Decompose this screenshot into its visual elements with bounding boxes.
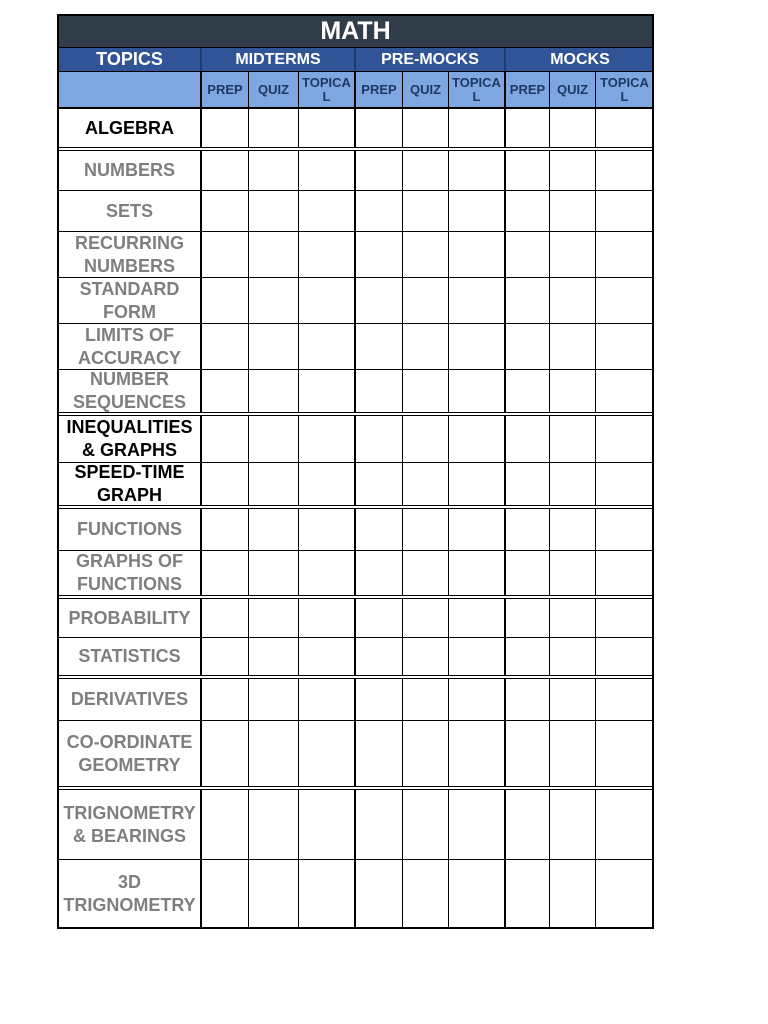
- score-cell[interactable]: [506, 278, 550, 323]
- score-cell[interactable]: [403, 679, 449, 720]
- table-row: [59, 509, 652, 551]
- score-cell[interactable]: [249, 324, 299, 369]
- score-cell[interactable]: [506, 599, 550, 637]
- score-cell[interactable]: [356, 790, 403, 859]
- topic-cell: [59, 721, 202, 786]
- score-cell[interactable]: [299, 638, 356, 675]
- score-cell[interactable]: [202, 551, 249, 595]
- score-cell[interactable]: [202, 191, 249, 231]
- table-row: [59, 638, 652, 679]
- subheader-text: PREP: [361, 81, 397, 97]
- score-cell[interactable]: [449, 599, 506, 637]
- score-cell[interactable]: [550, 509, 596, 550]
- topic-label: STATISTICS: [78, 646, 181, 666]
- score-cell[interactable]: [299, 509, 356, 550]
- subheader-text: PREP: [207, 81, 243, 97]
- topic-label: SETS: [105, 200, 153, 221]
- score-cell[interactable]: [403, 151, 449, 190]
- score-cell[interactable]: [403, 278, 449, 323]
- score-cell[interactable]: [506, 721, 550, 786]
- score-cell[interactable]: [596, 416, 653, 462]
- score-cell[interactable]: [449, 463, 506, 505]
- score-cell[interactable]: [249, 109, 299, 147]
- topic-label: TRIGNOMETRY & BEARINGS: [63, 802, 196, 846]
- group-header-text: MOCKS: [550, 50, 610, 68]
- topic-cell: [59, 191, 202, 231]
- score-cell[interactable]: [596, 191, 653, 231]
- score-cell[interactable]: [550, 679, 596, 720]
- score-cell[interactable]: [356, 191, 403, 231]
- score-cell[interactable]: [449, 232, 506, 277]
- score-cell[interactable]: [403, 790, 449, 859]
- score-cell[interactable]: [506, 191, 550, 231]
- subheader-prep: [356, 72, 403, 107]
- topic-cell: [59, 324, 202, 369]
- score-cell[interactable]: [506, 551, 550, 595]
- table-row: [59, 370, 652, 416]
- score-cell[interactable]: [403, 232, 449, 277]
- score-cell[interactable]: [299, 551, 356, 595]
- score-cell[interactable]: [449, 324, 506, 369]
- subheader-topical: [596, 72, 653, 107]
- topic-label: SPEED-TIME GRAPH: [74, 462, 185, 505]
- score-cell[interactable]: [249, 509, 299, 550]
- score-cell[interactable]: [596, 151, 653, 190]
- score-cell[interactable]: [596, 324, 653, 369]
- score-cell[interactable]: [202, 370, 249, 412]
- score-cell[interactable]: [403, 370, 449, 412]
- score-cell[interactable]: [506, 416, 550, 462]
- topic-label: INEQUALITIES & GRAPHS: [66, 417, 193, 460]
- table-row: [59, 416, 652, 463]
- subheader-row: [59, 72, 652, 109]
- subheader-topical: [299, 72, 356, 107]
- score-cell[interactable]: [356, 599, 403, 637]
- score-cell[interactable]: [403, 551, 449, 595]
- topic-label: DERIVATIVES: [70, 689, 189, 709]
- topic-cell: [59, 151, 202, 190]
- score-cell[interactable]: [506, 509, 550, 550]
- subheader-quiz: [249, 72, 299, 107]
- score-cell[interactable]: [249, 679, 299, 720]
- score-cell[interactable]: [506, 679, 550, 720]
- score-cell[interactable]: [449, 679, 506, 720]
- score-cell[interactable]: [249, 638, 299, 675]
- score-cell[interactable]: [202, 324, 249, 369]
- score-cell[interactable]: [506, 790, 550, 859]
- topic-label: LIMITS OF ACCURACY: [78, 324, 181, 368]
- topic-cell: [59, 638, 202, 675]
- score-cell[interactable]: [506, 638, 550, 675]
- score-cell[interactable]: [449, 370, 506, 412]
- score-cell[interactable]: [356, 278, 403, 323]
- score-cell[interactable]: [202, 721, 249, 786]
- score-cell[interactable]: [249, 232, 299, 277]
- score-cell[interactable]: [356, 416, 403, 462]
- score-cell[interactable]: [550, 370, 596, 412]
- score-cell[interactable]: [550, 463, 596, 505]
- score-cell[interactable]: [449, 790, 506, 859]
- score-cell[interactable]: [403, 860, 449, 927]
- table-row: [59, 463, 652, 509]
- score-cell[interactable]: [356, 721, 403, 786]
- score-cell[interactable]: [449, 551, 506, 595]
- score-cell[interactable]: [299, 191, 356, 231]
- score-cell[interactable]: [202, 679, 249, 720]
- score-cell[interactable]: [550, 324, 596, 369]
- score-cell[interactable]: [356, 324, 403, 369]
- score-cell[interactable]: [356, 860, 403, 927]
- score-cell[interactable]: [550, 416, 596, 462]
- score-cell[interactable]: [249, 278, 299, 323]
- score-cell[interactable]: [356, 509, 403, 550]
- score-cell[interactable]: [596, 599, 653, 637]
- score-cell[interactable]: [550, 638, 596, 675]
- score-cell[interactable]: [249, 860, 299, 927]
- topic-cell: [59, 679, 202, 720]
- table-row: [59, 790, 652, 860]
- score-cell[interactable]: [596, 551, 653, 595]
- table-row: [59, 679, 652, 721]
- table-row: [59, 232, 652, 278]
- score-cell[interactable]: [202, 109, 249, 147]
- topic-rows: [59, 109, 652, 927]
- score-cell[interactable]: [550, 551, 596, 595]
- score-cell[interactable]: [596, 370, 653, 412]
- topics-header: [59, 48, 202, 71]
- score-cell[interactable]: [299, 463, 356, 505]
- score-cell[interactable]: [356, 679, 403, 720]
- score-cell[interactable]: [596, 463, 653, 505]
- group-header-text: PRE-MOCKS: [381, 50, 479, 68]
- score-cell[interactable]: [249, 191, 299, 231]
- subheader-topical: [449, 72, 506, 107]
- group-header-row: [59, 48, 652, 72]
- score-cell[interactable]: [356, 232, 403, 277]
- score-cell[interactable]: [449, 416, 506, 462]
- topic-cell: [59, 370, 202, 412]
- group-header-mocks: [506, 48, 654, 71]
- subheader-text: QUIZ: [409, 81, 442, 97]
- score-cell[interactable]: [403, 463, 449, 505]
- score-cell[interactable]: [249, 370, 299, 412]
- score-cell[interactable]: [356, 638, 403, 675]
- topic-label: ALGEBRA: [85, 117, 174, 138]
- score-cell[interactable]: [506, 463, 550, 505]
- table-title-text: MATH: [320, 17, 391, 45]
- score-cell[interactable]: [449, 721, 506, 786]
- subheader-text: QUIZ: [556, 81, 589, 97]
- score-cell[interactable]: [356, 551, 403, 595]
- score-cell[interactable]: [550, 191, 596, 231]
- score-cell[interactable]: [202, 638, 249, 675]
- score-cell[interactable]: [356, 370, 403, 412]
- score-cell[interactable]: [403, 599, 449, 637]
- topic-label: NUMBERS: [83, 160, 175, 180]
- score-cell[interactable]: [596, 790, 653, 859]
- score-cell[interactable]: [506, 324, 550, 369]
- score-cell[interactable]: [506, 370, 550, 412]
- topic-label: PROBABILITY: [68, 607, 191, 628]
- score-cell[interactable]: [299, 232, 356, 277]
- score-cell[interactable]: [249, 790, 299, 859]
- score-cell[interactable]: [202, 278, 249, 323]
- topic-cell: [59, 416, 202, 462]
- subheader-topic-blank: [59, 72, 202, 107]
- table-row: [59, 324, 652, 370]
- subheader-quiz: [550, 72, 596, 107]
- score-cell[interactable]: [596, 721, 653, 786]
- topic-label: 3D TRIGNOMETRY: [63, 871, 196, 915]
- score-cell[interactable]: [449, 151, 506, 190]
- score-cell[interactable]: [299, 416, 356, 462]
- group-header-text: MIDTERMS: [235, 50, 321, 68]
- topic-label: NUMBER SEQUENCES: [72, 369, 187, 412]
- score-cell[interactable]: [550, 599, 596, 637]
- score-cell[interactable]: [202, 416, 249, 462]
- subheader-text: QUIZ: [257, 81, 290, 97]
- score-cell[interactable]: [596, 109, 653, 147]
- table-row: [59, 860, 652, 927]
- score-cell[interactable]: [249, 551, 299, 595]
- score-cell[interactable]: [299, 278, 356, 323]
- score-cell[interactable]: [403, 191, 449, 231]
- score-cell[interactable]: [596, 509, 653, 550]
- score-cell[interactable]: [596, 860, 653, 927]
- score-cell[interactable]: [550, 790, 596, 859]
- score-cell[interactable]: [202, 151, 249, 190]
- score-cell[interactable]: [506, 232, 550, 277]
- score-cell[interactable]: [249, 416, 299, 462]
- score-cell[interactable]: [356, 151, 403, 190]
- table-row: [59, 599, 652, 638]
- score-cell[interactable]: [202, 232, 249, 277]
- topic-cell: [59, 551, 202, 595]
- score-cell[interactable]: [299, 109, 356, 147]
- score-cell[interactable]: [202, 509, 249, 550]
- score-cell[interactable]: [550, 721, 596, 786]
- subheader-text: TOPICAL: [600, 74, 649, 104]
- score-cell[interactable]: [299, 721, 356, 786]
- topic-cell: [59, 278, 202, 323]
- score-cell[interactable]: [506, 109, 550, 147]
- score-cell[interactable]: [596, 278, 653, 323]
- score-cell[interactable]: [299, 790, 356, 859]
- score-cell[interactable]: [249, 151, 299, 190]
- score-cell[interactable]: [403, 109, 449, 147]
- score-cell[interactable]: [550, 278, 596, 323]
- table-title: [59, 16, 652, 48]
- math-tracker-table: [57, 14, 654, 929]
- topic-cell: [59, 599, 202, 637]
- topic-label: CO-ORDINATE GEOMETRY: [66, 731, 193, 775]
- score-cell[interactable]: [449, 191, 506, 231]
- score-cell[interactable]: [596, 232, 653, 277]
- score-cell[interactable]: [249, 463, 299, 505]
- score-cell[interactable]: [299, 599, 356, 637]
- group-header-pre-mocks: [356, 48, 506, 71]
- table-row: [59, 151, 652, 191]
- score-cell[interactable]: [550, 151, 596, 190]
- score-cell[interactable]: [550, 109, 596, 147]
- topic-cell: [59, 509, 202, 550]
- score-cell[interactable]: [299, 679, 356, 720]
- table-row: [59, 551, 652, 599]
- table-row: [59, 109, 652, 151]
- topic-label: RECURRING NUMBERS: [74, 232, 184, 276]
- score-cell[interactable]: [299, 860, 356, 927]
- score-cell[interactable]: [403, 416, 449, 462]
- topics-header-text: TOPICS: [96, 49, 163, 69]
- score-cell[interactable]: [403, 638, 449, 675]
- score-cell[interactable]: [299, 370, 356, 412]
- table-row: [59, 278, 652, 324]
- score-cell[interactable]: [449, 860, 506, 927]
- score-cell[interactable]: [449, 638, 506, 675]
- subheader-prep: [506, 72, 550, 107]
- table-row: [59, 191, 652, 232]
- topic-label: FUNCTIONS: [77, 519, 182, 539]
- score-cell[interactable]: [202, 790, 249, 859]
- score-cell[interactable]: [356, 463, 403, 505]
- topic-label: GRAPHS OF FUNCTIONS: [75, 551, 183, 594]
- score-cell[interactable]: [403, 509, 449, 550]
- subheader-quiz: [403, 72, 449, 107]
- group-header-midterms: [202, 48, 356, 71]
- score-cell[interactable]: [506, 860, 550, 927]
- score-cell[interactable]: [506, 151, 550, 190]
- topic-cell: [59, 232, 202, 277]
- topic-cell: [59, 463, 202, 505]
- subheader-text: TOPICAL: [302, 74, 351, 104]
- score-cell[interactable]: [202, 599, 249, 637]
- topic-label: STANDARD FORM: [79, 278, 180, 322]
- score-cell[interactable]: [449, 278, 506, 323]
- topic-cell: [59, 860, 202, 927]
- score-cell[interactable]: [249, 721, 299, 786]
- score-cell[interactable]: [596, 679, 653, 720]
- topic-cell: [59, 109, 202, 147]
- score-cell[interactable]: [403, 324, 449, 369]
- subheader-text: PREP: [509, 81, 546, 97]
- score-cell[interactable]: [596, 638, 653, 675]
- subheader-text: TOPICAL: [452, 74, 501, 104]
- score-cell[interactable]: [202, 463, 249, 505]
- score-cell[interactable]: [249, 599, 299, 637]
- score-cell[interactable]: [550, 860, 596, 927]
- score-cell[interactable]: [550, 232, 596, 277]
- score-cell[interactable]: [403, 721, 449, 786]
- score-cell[interactable]: [299, 324, 356, 369]
- score-cell[interactable]: [449, 509, 506, 550]
- subheader-prep: [202, 72, 249, 107]
- score-cell[interactable]: [202, 860, 249, 927]
- table-row: [59, 721, 652, 790]
- score-cell[interactable]: [449, 109, 506, 147]
- score-cell[interactable]: [356, 109, 403, 147]
- score-cell[interactable]: [299, 151, 356, 190]
- topic-cell: [59, 790, 202, 859]
